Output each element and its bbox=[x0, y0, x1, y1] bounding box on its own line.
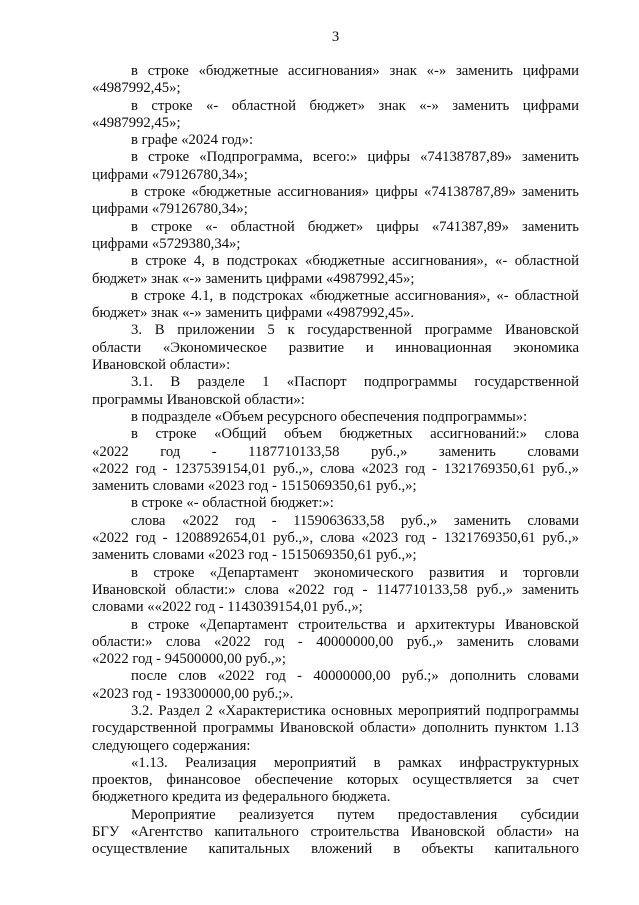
text-line: осуществление капитальных вложений в объекты капитального bbox=[92, 841, 579, 858]
text-line: заменить словами «2023 год - 1515069350,61 руб.,»; bbox=[92, 547, 417, 564]
page-number: 3 bbox=[331, 29, 340, 45]
paragraph bbox=[92, 495, 579, 512]
text-line: «2022 год - 94500000,00 руб.,»; bbox=[92, 651, 286, 668]
paragraph bbox=[92, 184, 579, 219]
paragraph bbox=[92, 149, 579, 184]
text-line: области:» слова «2022 год - 40000000,00 руб.,» заменить словами bbox=[92, 633, 579, 650]
text-line: в графе «2024 год»: bbox=[131, 132, 254, 149]
text-line: в подразделе «Объем ресурсного обеспечения подпрограммы»: bbox=[131, 408, 528, 425]
text-line: заменить словами «2023 год - 1515069350,61 руб.,»; bbox=[92, 478, 417, 495]
text-line: в строке «- областной бюджет:»: bbox=[131, 495, 334, 512]
paragraph bbox=[92, 132, 579, 149]
text-line: в строке «Общий объем бюджетных ассигнований:» слова bbox=[131, 426, 579, 443]
paragraph bbox=[92, 668, 579, 703]
text-line: Ивановской области»: bbox=[92, 357, 231, 374]
text-line: «2022 год - 1187710133,58 руб.,» заменить словами bbox=[92, 443, 579, 460]
text-line: в строке «Департамент экономического развития и торговли bbox=[131, 564, 579, 581]
text-line: Мероприятие реализуется путем предоставления субсидии bbox=[131, 806, 579, 823]
text-line: в строке 4.1, в подстроках «бюджетные ассигнования», «- областной bbox=[131, 287, 579, 304]
text-line: проектов, финансовое обеспечение которых осуществляется за счет bbox=[92, 772, 579, 789]
paragraph bbox=[92, 98, 579, 133]
paragraph bbox=[92, 322, 579, 374]
paragraph bbox=[92, 253, 579, 288]
text-line: цифрами «79126780,34»; bbox=[92, 166, 248, 183]
paragraph bbox=[92, 409, 579, 426]
text-line: словами ««2022 год - 1143039154,01 руб.,»; bbox=[92, 599, 363, 616]
text-line: области «Экономическое развитие и инновационная экономика bbox=[92, 339, 579, 356]
text-line: «4987992,45»; bbox=[92, 114, 181, 131]
paragraph bbox=[92, 565, 579, 617]
text-line: в строке «бюджетные ассигнования» знак «-» заменить цифрами bbox=[131, 63, 579, 79]
paragraph bbox=[92, 426, 579, 495]
text-line: после слов «2022 год - 40000000,00 руб.;» дополнить словами bbox=[131, 668, 579, 685]
paragraph bbox=[92, 219, 579, 254]
paragraph bbox=[92, 617, 579, 669]
text-line: программы Ивановской области»: bbox=[92, 391, 305, 408]
text-line: цифрами «79126780,34»; bbox=[92, 201, 248, 218]
text-line: бюджет» знак «-» заменить цифрами «4987992,45»; bbox=[92, 270, 415, 287]
text-line: 3. В приложении 5 к государственной программе Ивановской bbox=[131, 322, 579, 339]
document-body bbox=[92, 63, 579, 859]
paragraph bbox=[92, 288, 579, 323]
paragraph bbox=[92, 755, 579, 807]
text-line: БГУ «Агентство капитального строительства Ивановской области» на bbox=[92, 824, 579, 841]
text-line: в строке «- областной бюджет» цифры «741387,89» заменить bbox=[131, 218, 579, 235]
text-line: следующего содержания: bbox=[92, 737, 251, 754]
text-line: Ивановской области:» слова «2022 год - 1147710133,58 руб.,» заменить bbox=[92, 581, 579, 598]
text-line: в строке «Департамент строительства и архитектуры Ивановской bbox=[131, 616, 579, 633]
text-line: бюджет» знак «-» заменить цифрами «4987992,45». bbox=[92, 305, 415, 322]
text-line: «4987992,45»; bbox=[92, 80, 181, 97]
text-line: цифрами «5729380,34»; bbox=[92, 235, 241, 252]
text-line: «2022 год - 1208892654,01 руб.,», слова «2023 год - 1321769350,61 руб.,» bbox=[92, 530, 579, 547]
text-line: в строке «- областной бюджет» знак «-» заменить цифрами bbox=[131, 97, 579, 114]
text-line: в строке «Подпрограмма, всего:» цифры «74138787,89» заменить bbox=[131, 149, 579, 166]
text-line: бюджетного кредита из федерального бюджета. bbox=[92, 789, 391, 806]
text-line: государственной программы Ивановской области» дополнить пунктом 1.13 bbox=[92, 720, 579, 737]
paragraph bbox=[92, 703, 579, 755]
text-line: 3.2. Раздел 2 «Характеристика основных мероприятий подпрограммы bbox=[131, 702, 579, 719]
paragraph bbox=[92, 807, 579, 859]
text-line: в строке «бюджетные ассигнования» цифры «74138787,89» заменить bbox=[131, 184, 579, 201]
text-line: слова «2022 год - 1159063633,58 руб.,» заменить словами bbox=[131, 512, 579, 529]
paragraph bbox=[92, 513, 579, 565]
text-line: «2023 год - 193300000,00 руб.;». bbox=[92, 685, 294, 702]
text-line: «1.13. Реализация мероприятий в рамках инфраструктурных bbox=[131, 754, 579, 771]
paragraph bbox=[92, 63, 579, 98]
paragraph bbox=[92, 374, 579, 409]
text-line: «2022 год - 1237539154,01 руб.,», слова «2023 год - 1321769350,61 руб.,» bbox=[92, 460, 579, 477]
text-line: в строке 4, в подстроках «бюджетные ассигнования», «- областной bbox=[131, 253, 579, 270]
text-line: 3.1. В разделе 1 «Паспорт подпрограммы государственной bbox=[131, 374, 579, 391]
